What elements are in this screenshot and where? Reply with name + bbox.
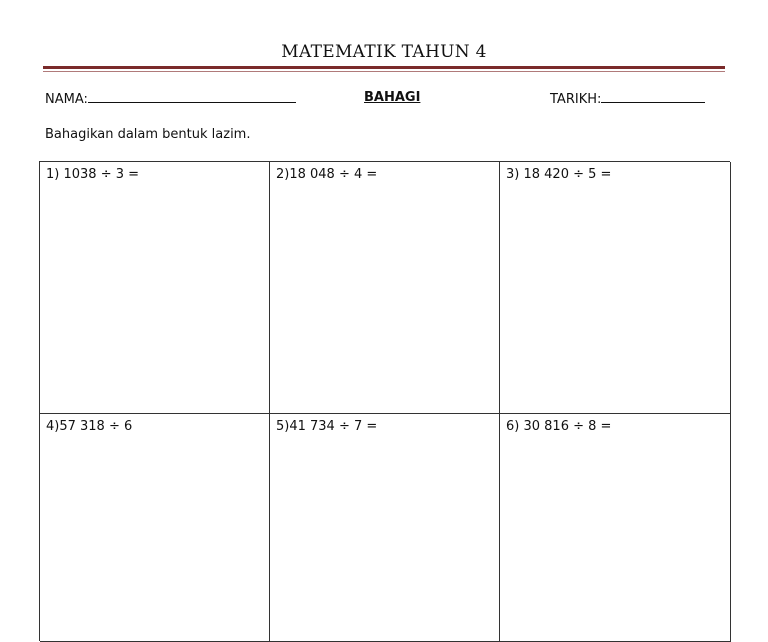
name-blank xyxy=(88,90,296,103)
question-cell xyxy=(270,162,500,414)
name-label: NAMA: xyxy=(45,92,88,107)
date-field xyxy=(550,90,705,107)
question-cell xyxy=(40,162,270,414)
question-cell xyxy=(270,414,500,642)
header-rule-thick xyxy=(43,66,725,69)
question-text: 2)18 048 ÷ 4 = xyxy=(276,167,378,182)
date-label: TARIKH: xyxy=(550,92,602,107)
question-text: 1) 1038 ÷ 3 = xyxy=(46,167,140,182)
instruction-text: Bahagikan dalam bentuk lazim. xyxy=(45,127,251,142)
name-field xyxy=(45,90,296,107)
question-cell xyxy=(40,414,270,642)
worksheet-title: MATEMATIK TAHUN 4 xyxy=(281,42,487,62)
question-text: 6) 30 816 ÷ 8 = xyxy=(506,419,612,434)
question-text: 4)57 318 ÷ 6 xyxy=(46,419,133,434)
topic-heading: BAHAGI xyxy=(364,90,421,105)
question-grid xyxy=(39,161,730,641)
date-blank xyxy=(601,90,705,103)
header-rule-thin xyxy=(43,71,725,72)
question-cell xyxy=(500,162,731,414)
question-text: 5)41 734 ÷ 7 = xyxy=(276,419,378,434)
question-text: 3) 18 420 ÷ 5 = xyxy=(506,167,612,182)
question-cell xyxy=(500,414,731,642)
